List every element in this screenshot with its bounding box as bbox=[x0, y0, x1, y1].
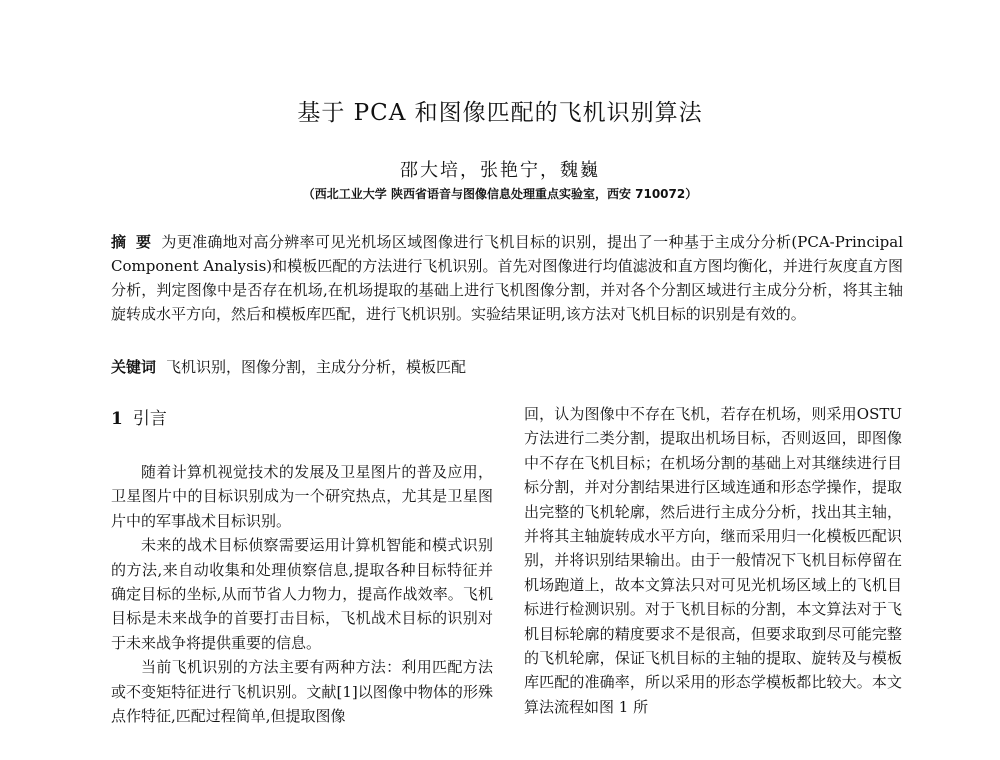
section-heading bbox=[111, 402, 493, 442]
section-number: 1 bbox=[111, 409, 123, 429]
intro-paragraph-2: 未来的战术目标侦察需要运用计算机智能和模式识别的方法,来自动收集和处理侦察信息,提取各种目标特征并确定目标的坐标,从而节省人力物力，提高作战效率。飞机目标是未来战争的首要打击目标，飞机战术目标的识别对于未来战争将提供重要的信息。 bbox=[111, 536, 493, 652]
keywords-label: 关键词 bbox=[111, 358, 157, 376]
keywords-text: 飞机识别，图像分割，主成分分析，模板匹配 bbox=[166, 358, 467, 376]
abstract-block bbox=[111, 230, 903, 326]
section-title: 引言 bbox=[132, 409, 167, 429]
paper-title: 基于 PCA 和图像匹配的飞机识别算法 bbox=[297, 100, 703, 126]
intro-paragraph-3: 当前飞机识别的方法主要有两种方法：利用匹配方法或不变矩特征进行飞机识别。文献[1]以图像中物体的形殊点作特征,匹配过程简单,但提取图像 bbox=[111, 658, 493, 726]
left-column bbox=[111, 402, 493, 728]
paper-authors: 邵大培，张艳宁，魏巍 bbox=[400, 160, 600, 181]
intro-paragraph-1: 随着计算机视觉技术的发展及卫星图片的普及应用，卫星图片中的目标识别成为一个研究热点，尤其是卫星图片中的军事战术目标识别。 bbox=[111, 463, 493, 530]
right-column bbox=[524, 402, 902, 719]
abstract-text: 为更准确地对高分辨率可见光机场区域图像进行飞机目标的识别，提出了一种基于主成分分析(PCA-Principal Component Analysis)和模板匹配的方法进行飞机识别。首先对图像进行均值滤波和直方图均衡化，并进行灰度直方图分析，判定图像中是否存在机场,在机场提取的基础上进行飞机图像分割，并对各个分割区域进行主成分分析，将其主轴旋转成水平方向，然后和模板库匹配，进行飞机识别。实验结果证明,该方法对飞机目标的识别是有效的。 bbox=[111, 233, 903, 323]
keywords-block bbox=[111, 355, 903, 379]
abstract-label: 摘 要 bbox=[111, 233, 154, 251]
author-affiliation: （西北工业大学 陕西省语音与图像信息处理重点实验室，西安 710072） bbox=[302, 187, 698, 201]
right-column-paragraph: 回，认为图像中不存在飞机，若存在机场，则采用OSTU 方法进行二类分割，提取出机场目标，否则返回，即图像中不存在飞机目标；在机场分割的基础上对其继续进行目标分割，并对分割结果进行区域连通和形态学操作，提取出完整的飞机轮廓，然后进行主成分分析，找出其主轴，并将其主轴旋转成水平方向，继而采用归一化模板匹配识别，并将识别结果输出。由于一般情况下飞机目标停留在机场跑道上，故本文算法只对可见光机场区域上的飞机目标进行检测识别。对于飞机目标的分割，本文算法对于飞机目标轮廓的精度要求不是很高，但要求取到尽可能完整的飞机轮廓，保证飞机目标的主轴的提取、旋转及与模板库匹配的准确率，所以采用的形态学模板都比较大。本文算法流程如图 1 所 bbox=[524, 405, 902, 716]
